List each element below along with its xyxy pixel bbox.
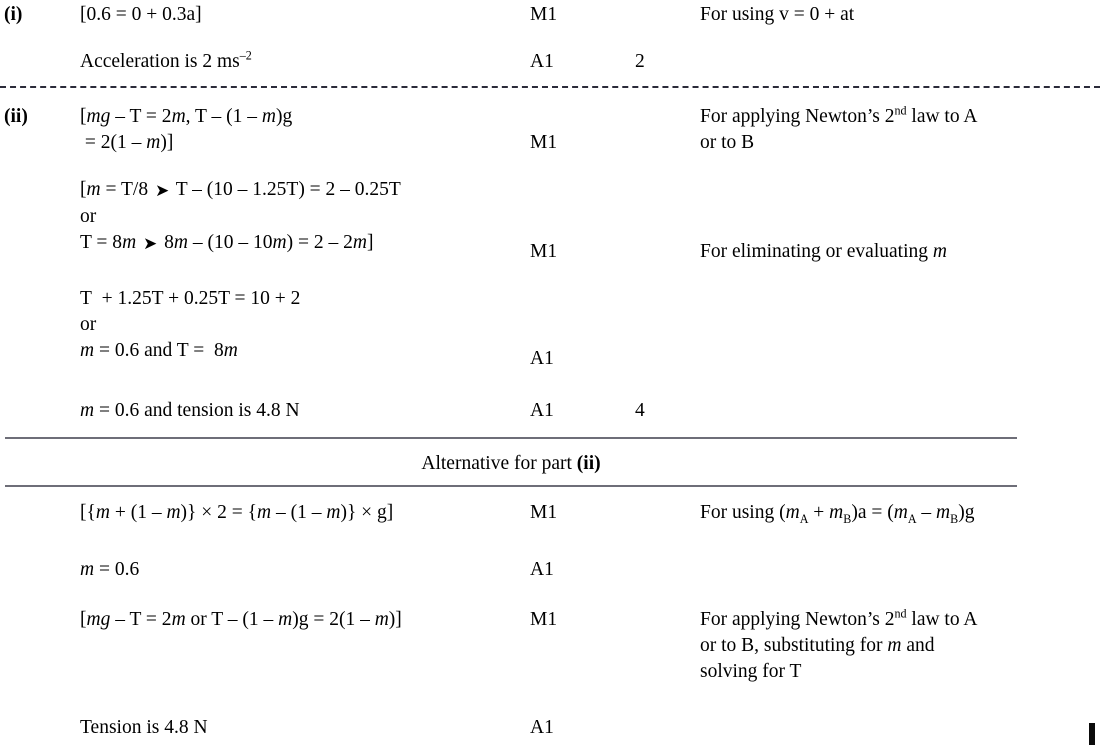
working-line: Tension is 4.8 N — [80, 717, 208, 738]
note-line: For using $(m_A + m_B)a = (m_A - m_B)g$ — [700, 502, 975, 526]
mark-code: A1 — [530, 400, 554, 421]
mark-total: 4 — [635, 400, 645, 421]
part-label: (ii) — [4, 106, 28, 127]
working-line: [{m + (1 – m)} × 2 = {m – (1 – m)} × g] — [80, 502, 394, 523]
dashed-separator — [0, 86, 1100, 88]
working-line: = 2(1 – m)] — [80, 132, 174, 153]
working-cell — [78, 177, 530, 257]
mark-code: M1 — [530, 502, 558, 523]
working-cell — [78, 286, 530, 364]
working-cell — [78, 607, 530, 633]
working-cell — [78, 398, 530, 424]
note-cell — [700, 104, 1100, 156]
working-cell — [78, 104, 530, 156]
mark-total: 2 — [635, 51, 645, 72]
working-line: m = 0.6 — [80, 559, 140, 580]
note-cell — [700, 177, 1100, 265]
table-row — [0, 607, 1100, 685]
mark-code: M1 — [530, 609, 558, 630]
note-line: or to B, substituting for m and — [700, 635, 935, 656]
working-cell — [78, 2, 530, 28]
mark-code: A1 — [530, 559, 554, 580]
right-arrow-icon: ➤ — [143, 234, 158, 254]
working-cell — [78, 500, 530, 526]
table-row — [0, 715, 1100, 741]
working-line: [mg – T = 2m or T – (1 – m)g = 2(1 – m)] — [80, 609, 402, 630]
table-row — [0, 557, 1100, 583]
right-arrow-icon: ➤ — [154, 181, 170, 201]
working-line: [0.6 = 0 + 0.3a] — [80, 4, 202, 25]
table-row — [0, 104, 1100, 156]
working-cell — [78, 715, 530, 741]
note-line: For applying Newton’s 2nd law to A — [700, 606, 978, 630]
note-line: For applying Newton’s 2nd law to A — [700, 103, 978, 127]
part-label: (i) — [4, 4, 23, 25]
alternative-heading-prefix: Alternative for part — [421, 453, 577, 474]
note-line: For using v = 0 + at — [700, 4, 855, 25]
alternative-heading-part: (ii) — [576, 453, 601, 474]
mark-code: A1 — [530, 717, 554, 738]
table-row — [0, 2, 1100, 28]
note-cell — [700, 607, 1100, 685]
mark-code: M1 — [530, 4, 558, 25]
working-line: [mg – T = 2m, T – (1 – m)g — [80, 106, 293, 127]
page-edge-mark — [1089, 723, 1095, 745]
mark-code: M1 — [530, 241, 558, 262]
note-line: solving for T — [700, 661, 802, 682]
note-line: For eliminating or evaluating m — [700, 241, 947, 262]
working-line: Acceleration is 2 $ms^{-2}$ — [80, 48, 252, 72]
working-line: T = 8m ➤ 8m – (10 – 10m) = 2 – 2m] — [80, 232, 374, 254]
table-row — [0, 177, 1100, 265]
working-line: [m = T/8 ➤ T – (10 – 1.25T) = 2 – 0.25T — [80, 179, 401, 201]
section-rule-bottom — [5, 485, 1017, 487]
mark-code: M1 — [530, 132, 558, 153]
working-line: m = 0.6 and T = 8m — [80, 340, 238, 361]
working-cell — [78, 557, 530, 583]
section-rule-top — [5, 437, 1017, 439]
working-cell — [78, 49, 530, 75]
table-row — [0, 500, 1100, 526]
working-line: m = 0.6 and tension is 4.8 N — [80, 400, 300, 421]
note-cell — [700, 500, 1100, 526]
table-row — [0, 286, 1100, 372]
alternative-heading — [0, 451, 1022, 477]
working-line: or — [80, 206, 97, 227]
table-row — [0, 49, 1100, 75]
note-line: or to B — [700, 132, 755, 153]
working-line: T + 1.25T + 0.25T = 10 + 2 — [80, 288, 301, 309]
table-row — [0, 398, 1100, 424]
working-line: or — [80, 314, 97, 335]
mark-code: A1 — [530, 51, 554, 72]
mark-code: A1 — [530, 348, 554, 369]
note-cell — [700, 2, 1100, 28]
